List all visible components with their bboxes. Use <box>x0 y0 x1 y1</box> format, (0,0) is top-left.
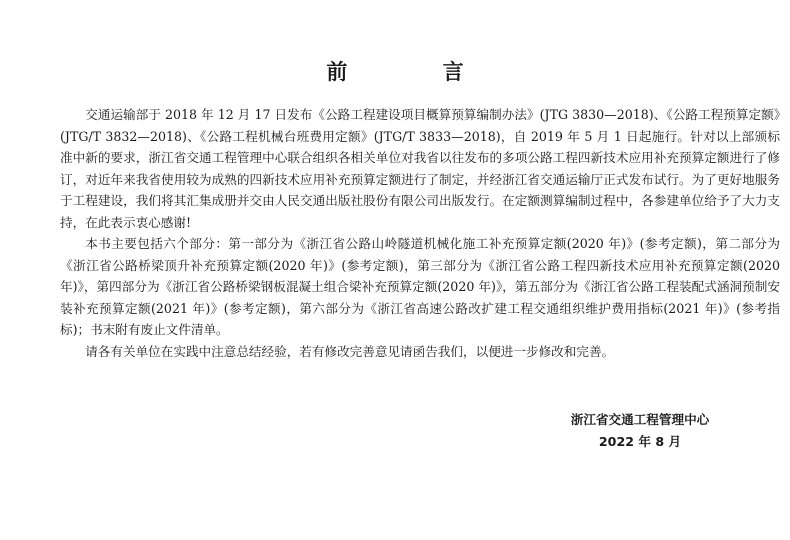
paragraph-1: 交通运输部于 2018 年 12 月 17 日发布《公路工程建设项目概算预算编制办法》(JTG 3830—2018)、《公路工程预算定额》(JTG/T 3832—2018)、《公路工程机械台班费用定额》(JTG/T 3833—2018)，自 2019 年 5 月 1 日起施行。针对以上部颁标准中新的要求，浙江省交通工程管理中心联合组织各相关单位对我省以往发布的多项公路工程四新技术应用补充预算定额进行了修订，对近年来我省使用较为成熟的四新技术应用补充预算定额进行了制定，并经浙江省交通运输厅正式发布试行。为了更好地服务于工程建设，我们将其汇集成册并交由人民交通出版社股份有限公司出版发行。在定额测算编制过程中，各参建单位给予了大力支持，在此表示衷心感谢! <box>60 107 780 230</box>
preface-body <box>60 104 780 362</box>
signature-date: 2022 年 8 月 <box>598 434 682 449</box>
paragraph-3: 请各有关单位在实践中注意总结经验，若有修改完善意见请函告我们，以便进一步修改和完善。 <box>85 343 615 359</box>
paragraph-2: 本书主要包括六个部分：第一部分为《浙江省公路山岭隧道机械化施工补充预算定额(2020 年)》(参考定额)，第二部分为《浙江省公路桥梁顶升补充预算定额(2020 年)》(参考定额)，第三部分为《浙江省公路工程四新技术应用补充预算定额(2020 年)》，第四部分为《浙江省公路桥梁钢板混凝土组合梁补充预算定额(2020 年)》，第五部分为《浙江省公路工程装配式涵洞预制安装补充预算定额(2021 年)》(参考定额)，第六部分为《浙江省高速公路改扩建工程交通组织维护费用指标(2021 年)》(参考指标)；书末附有废止文件清单。 <box>60 236 780 337</box>
signature-organization: 浙江省交通工程管理中心 <box>570 412 710 427</box>
page-title: 前 言 <box>326 60 508 84</box>
